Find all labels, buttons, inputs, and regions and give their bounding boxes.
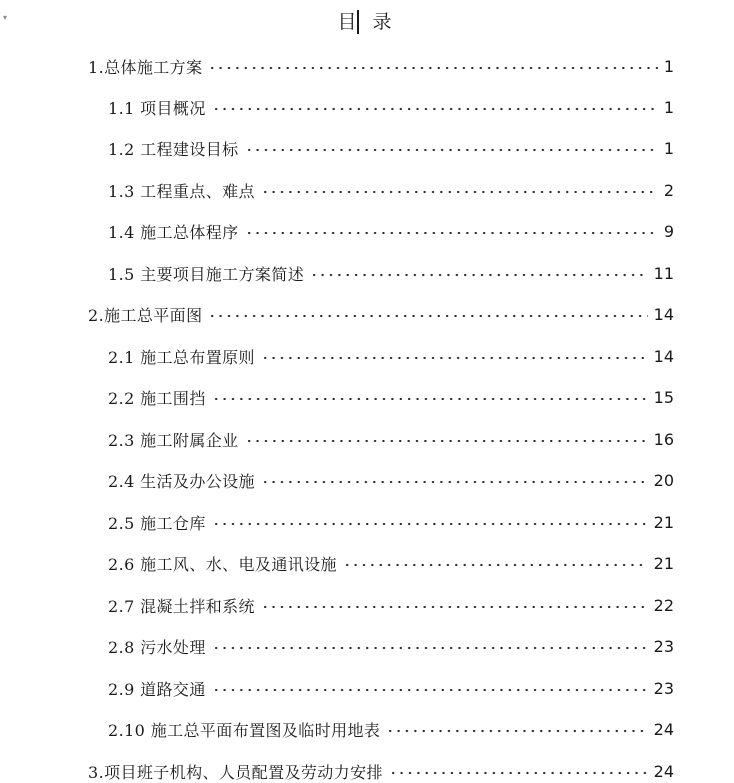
toc-entry-label: 2.5 施工仓库 bbox=[108, 513, 206, 533]
toc-entry-page: 2 bbox=[663, 180, 674, 200]
toc-entry-label: 2.9 道路交通 bbox=[108, 679, 206, 699]
dot-leader bbox=[245, 146, 658, 154]
toc-entry[interactable] bbox=[108, 344, 674, 368]
toc-entry[interactable] bbox=[108, 385, 674, 409]
toc-entry[interactable] bbox=[108, 178, 674, 202]
toc-entry[interactable] bbox=[88, 759, 674, 783]
toc-entry-page: 23 bbox=[653, 636, 674, 656]
toc-entry-page: 20 bbox=[653, 470, 674, 490]
toc-entry[interactable] bbox=[88, 54, 674, 78]
toc-entry-label: 2.3 施工附属企业 bbox=[108, 430, 239, 450]
toc-entry-page: 24 bbox=[653, 761, 674, 781]
dot-leader bbox=[208, 64, 657, 72]
toc-entry[interactable] bbox=[108, 717, 674, 741]
dot-leader bbox=[245, 229, 658, 237]
toc-entry-label: 3.项目班子机构、人员配置及劳动力安排 bbox=[88, 762, 383, 782]
dot-leader bbox=[212, 395, 648, 403]
toc-entry-label: 1.3 工程重点、难点 bbox=[108, 181, 255, 201]
toc-entry-page: 21 bbox=[653, 512, 674, 532]
toc-entry-page: 14 bbox=[653, 346, 674, 366]
toc-entry-label: 1.2 工程建设目标 bbox=[108, 139, 239, 159]
toc-entry[interactable] bbox=[108, 136, 674, 160]
toc-entry-label: 2.6 施工风、水、电及通讯设施 bbox=[108, 554, 337, 574]
toc-entry-label: 2.4 生活及办公设施 bbox=[108, 471, 255, 491]
toc-entry[interactable] bbox=[108, 676, 674, 700]
toc-entry-label: 2.1 施工总布置原则 bbox=[108, 347, 255, 367]
toc-entry-page: 22 bbox=[653, 595, 674, 615]
toc-entry-label: 2.8 污水处理 bbox=[108, 637, 206, 657]
toc-entry[interactable] bbox=[108, 95, 674, 119]
toc-entry-label: 2.2 施工围挡 bbox=[108, 388, 206, 408]
toc-entry[interactable] bbox=[108, 634, 674, 658]
dot-leader bbox=[261, 478, 648, 486]
toc-entry-page: 16 bbox=[653, 429, 674, 449]
toc-entry[interactable] bbox=[108, 551, 674, 575]
toc-entry-label: 2.施工总平面图 bbox=[88, 305, 203, 325]
dot-leader bbox=[386, 727, 647, 735]
dot-leader bbox=[208, 312, 647, 320]
toc-entry-page: 15 bbox=[653, 387, 674, 407]
toc-entry-page: 9 bbox=[663, 221, 674, 241]
toc-entry[interactable] bbox=[108, 593, 674, 617]
toc-entry-label: 1.4 施工总体程序 bbox=[108, 222, 239, 242]
toc-entry-page: 24 bbox=[653, 719, 674, 739]
dot-leader bbox=[310, 271, 648, 279]
toc-entry[interactable] bbox=[88, 302, 674, 326]
toc-entry-page: 1 bbox=[663, 138, 674, 158]
toc-entry[interactable] bbox=[108, 219, 674, 243]
toc-entry[interactable] bbox=[108, 261, 674, 285]
toc-entry-page: 23 bbox=[653, 678, 674, 698]
dot-leader bbox=[389, 769, 648, 777]
dot-leader bbox=[212, 105, 658, 113]
toc-entry-label: 1.5 主要项目施工方案简述 bbox=[108, 264, 305, 284]
toc-entry-label: 2.7 混凝土拌和系统 bbox=[108, 596, 255, 616]
dot-leader bbox=[212, 686, 648, 694]
dot-leader bbox=[261, 188, 658, 196]
toc-entry-page: 1 bbox=[663, 56, 674, 76]
toc-entry-page: 1 bbox=[663, 97, 674, 117]
page-title: 目 录 bbox=[337, 11, 397, 33]
toc-entry-label: 1.1 项目概况 bbox=[108, 98, 206, 118]
toc-entry-page: 21 bbox=[653, 553, 674, 573]
toc-entry-label: 2.10 施工总平面布置图及临时用地表 bbox=[108, 720, 381, 740]
toc-entry[interactable] bbox=[108, 510, 674, 534]
toc-entry-page: 11 bbox=[653, 263, 674, 283]
dot-leader bbox=[261, 354, 648, 362]
dot-leader bbox=[212, 644, 648, 652]
toc-entry[interactable] bbox=[108, 427, 674, 451]
collapse-arrow-icon[interactable]: ▾ bbox=[3, 13, 8, 22]
toc-entry[interactable] bbox=[108, 468, 674, 492]
toc-entry-label: 1.总体施工方案 bbox=[88, 57, 203, 77]
dot-leader bbox=[261, 603, 648, 611]
toc-entry-page: 14 bbox=[653, 304, 674, 324]
dot-leader bbox=[343, 561, 648, 569]
dot-leader bbox=[212, 520, 648, 528]
dot-leader bbox=[245, 437, 648, 445]
